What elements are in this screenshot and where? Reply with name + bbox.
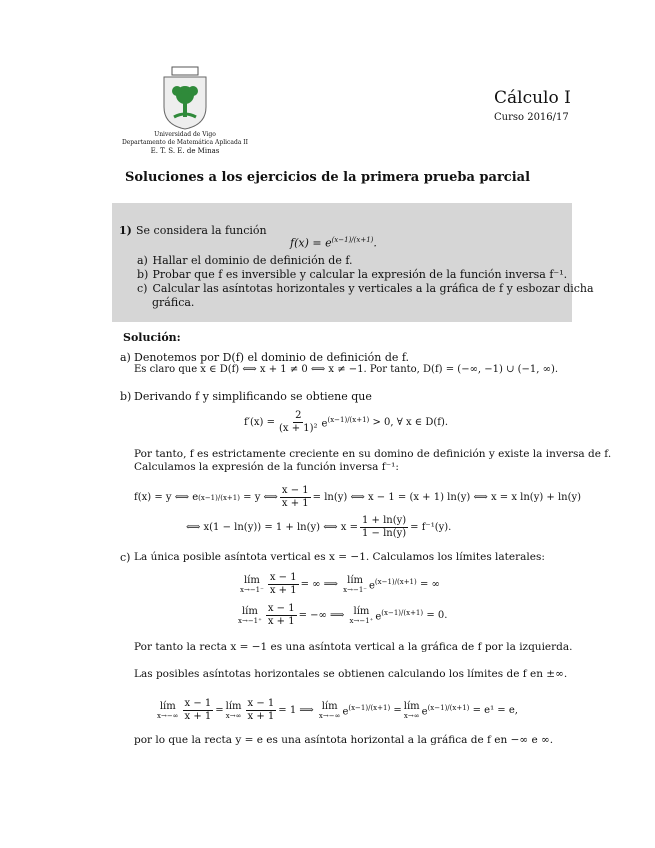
course-year: Curso 2016/17 — [494, 112, 569, 123]
solution-heading: Solución: — [123, 331, 181, 344]
exercise-intro: Se considera la función — [136, 224, 267, 237]
university-name: Universidad de Vigo — [154, 131, 216, 138]
school-name: E. T. S. E. de Minas — [150, 147, 220, 155]
exercise-item-a: a) Hallar el dominio de definición de f. — [137, 254, 353, 267]
vertical-limit-right: lím x→−1⁺ $\frac{x - 1}{x + 1}$ = −∞ ⟹ lím x→−1⁺ $e^{(x-1)/(x+1)}$ = 0. — [238, 603, 448, 627]
sol-b-line1: Derivando f y simplificando se obtiene que — [134, 390, 372, 403]
sol-b-line2: Por tanto, f es estrictamente creciente en su domino de definición y existe la inversa de f. — [134, 448, 612, 460]
vertical-limit-left: lím x→−1⁻ $\frac{x - 1}{x + 1}$ = ∞ ⟹ lím x→−1⁻ $e^{(x-1)/(x+1)}$ = ∞ — [240, 572, 440, 596]
exercise-number: 1) — [119, 224, 132, 237]
sol-a-label: a) — [120, 351, 131, 364]
university-logo — [160, 65, 210, 131]
inverse-equation-1: f(x) = y ⟺ e (x−1)/(x+1) = y ⟺ $\frac{x - 1}{x + 1}$ = ln(y) ⟺ x − 1 = (x + 1) ln(y) ⟺ x = x ln(y) + ln(y) — [134, 485, 582, 509]
sol-c-line4: por lo que la recta y = e es una asíntota horizontal a la gráfica de f en −∞ e ∞. — [134, 734, 554, 746]
page-title: Soluciones a los ejercicios de la primera prueba parcial — [124, 170, 531, 185]
course-name: Cálculo I — [494, 88, 571, 108]
sol-c-line2: Por tanto la recta x = −1 es una asíntota vertical a la gráfica de f por la izquierda. — [134, 641, 573, 653]
sol-c-line3: Las posibles asíntotas horizontales se obtienen calculando los límites de f en ±∞. — [134, 668, 568, 680]
exercise-item-c: c) Calcular las asíntotas horizontales y verticales a la gráfica de f y esbozar dicha — [137, 282, 594, 295]
sol-c-line1: La única posible asíntota vertical es x = −1. Calculamos los límites laterales: — [134, 551, 545, 563]
sol-b-label: b) — [120, 390, 132, 403]
inverse-equation-2: ⟺ x(1 − ln(y)) = 1 + ln(y) ⟺ x = $\frac{1 + \ln(y)}{1 - \ln(y)}$ = f⁻¹(y). — [186, 515, 452, 539]
department-name: Departamento de Matemática Aplicada II — [121, 139, 249, 146]
exercise-item-c-cont: gráfica. — [152, 296, 195, 309]
sol-a-line2: Es claro que x ∈ D(f) ⟺ x + 1 ≠ 0 ⟺ x ≠ −1. Por tanto, D(f) = (−∞, −1) ∪ (−1, ∞). — [134, 364, 559, 375]
horizontal-limit-equation: lím x→−∞ $\frac{x - 1}{x + 1}$ = lím x→∞ $\frac{x - 1}{x + 1}$ = 1 ⟹ lím x→−∞ $e^{(x-1)/(x+1)}$ = lím x→∞ $e^{(x-1)/(x+1)}$ = e¹ = e, — [157, 698, 518, 722]
sol-b-line3: Calculamos la expresión de la función inversa f⁻¹: — [134, 461, 399, 473]
derivative-equation: f′(x) = $\frac{2}{\text{(x + 1)²}}$ $e^{(x-1)/(x+1)}$ > 0, ∀ x ∈ D(f). — [244, 410, 449, 434]
sol-a-line1: Denotemos por D(f) el dominio de definición de f. — [134, 351, 410, 364]
sol-c-label: c) — [120, 551, 131, 564]
exercise-function: $f(x) = e^{(x-1)/(x+1)}$. — [290, 236, 377, 250]
exercise-item-b: b) Probar que f es inversible y calcular la expresión de la función inversa f⁻¹. — [137, 268, 568, 281]
